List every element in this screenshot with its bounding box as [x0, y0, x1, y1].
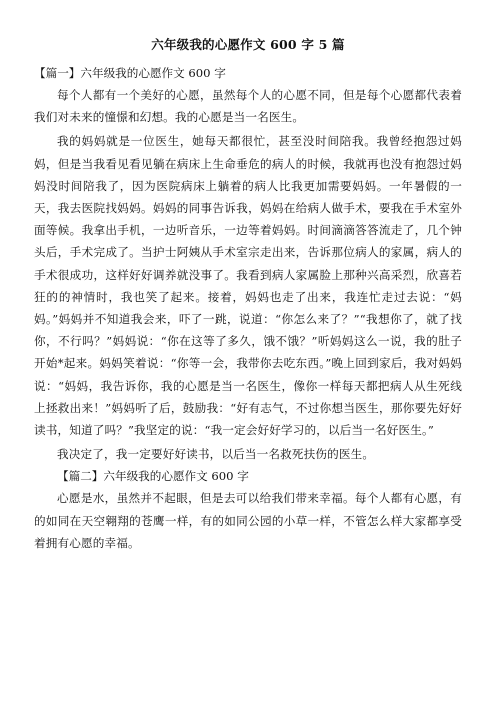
paragraph: 每个人都有一个美好的心愿，虽然每个人的心愿不同，但是每个心愿都代表着我们对未来的憧憬和幻想。我的心愿是当一名医生。: [34, 88, 462, 125]
section-1: [34, 62, 462, 465]
document-title: 六年级我的心愿作文 600 字 5 篇: [151, 37, 345, 52]
section-heading: 【篇一】六年级我的心愿作文 600 字: [34, 66, 226, 80]
section-heading: 【篇二】六年级我的心愿作文 600 字: [57, 469, 249, 484]
paragraph: 心愿是水，虽然并不起眼，但是去可以给我们带来幸福。每个人都有心愿，有的如同在天空翱翔的苍鹰一样，有的如同公园的小草一样，不管怎么样大家都享受着拥有心愿的幸福。: [34, 491, 462, 550]
section-2: [34, 465, 462, 554]
paragraph: 我决定了，我一定要好好读书，以后当一名救死扶伤的医生。: [57, 447, 375, 462]
paragraph: 我的妈妈就是一位医生，她每天都很忙，甚至没时间陪我。我曾经抱怨过妈妈，但是当我看见看见躺在病床上生命垂危的病人的时候，我就再也没有抱怨过妈妈没时间陪我了，因为医院病床上躺着的病人比我更加需要妈妈。一年暑假的一天，我去医院找妈妈。妈妈的同事告诉我，妈妈在给病人做手术，要我在手术室外面等候。我拿出手机，一边听音乐，一边等着妈妈。时间滴滴答答流走了，几个钟头后，手术完成了。当护士阿姨从手术室宗走出来，告诉那位病人的家属，病人的手术很成功，这样好好调养就没事了。我看到病人家属脸上那种兴高采烈，欣喜若狂的的神情时，我也笑了起来。接着，妈妈也走了出来，我连忙走过去说：“妈妈。”妈妈并不知道我会来，吓了一跳，说道：“你怎么来了？”“我想你了，就了找你，不行吗？”妈妈说：“你在这等了多久，饿不饿？”听妈妈这么一说，我的肚子开始*起来。妈妈笑着说：“你等一会，我带你去吃东西。”晚上回到家后，我对妈妈说：“妈妈，我告诉你，我的心愿是当一名医生，像你一样每天都把病人从生死线上拯救出来！”妈妈听了后，鼓励我：“好有志气，不过你想当医生，那你要先好好读书，知道了吗？”我坚定的说：“我一定会好好学习的，以后当一名好医生。”: [34, 134, 462, 438]
